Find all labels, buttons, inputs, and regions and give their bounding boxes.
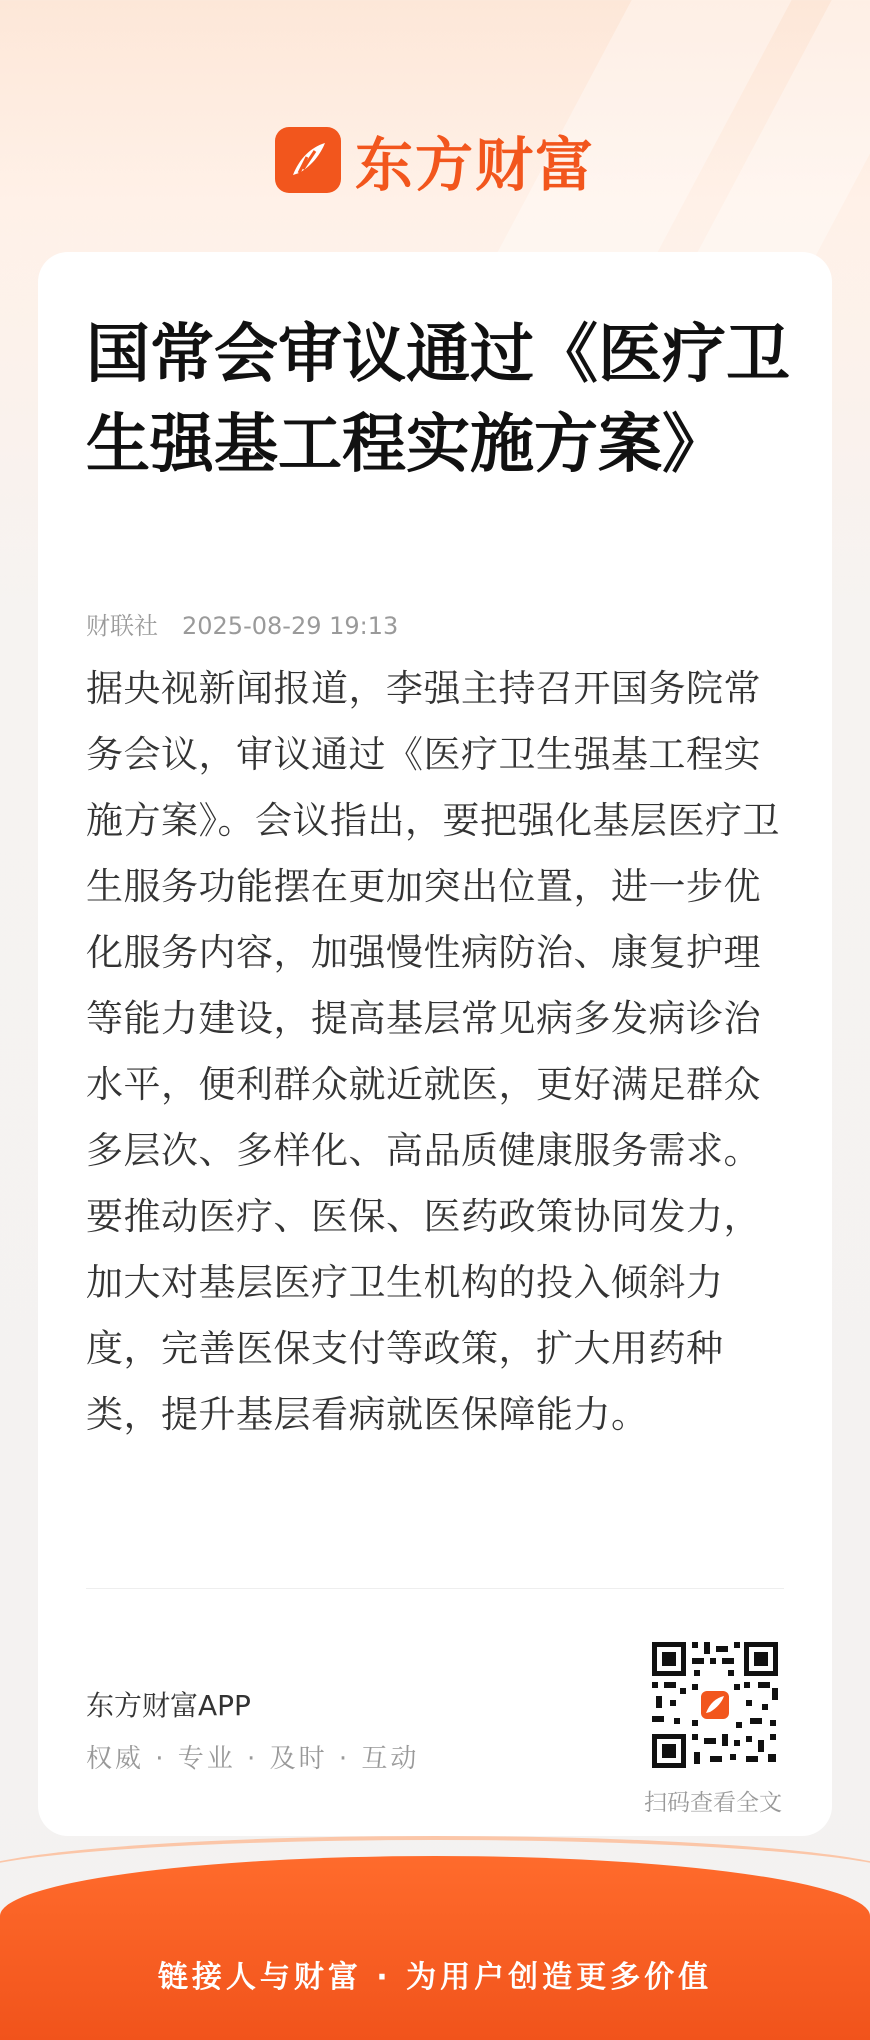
article-title: 国常会审议通过《医疗卫生强基工程实施方案》 [86, 317, 790, 482]
article-meta [86, 606, 398, 641]
footer-tagline: 链接人与财富 · 为用户创造更多价值 [157, 1960, 713, 1995]
logo-mark-icon [275, 127, 341, 193]
article-datetime: 2025-08-29 19:13 [182, 612, 399, 640]
brand-name: 东方财富 [354, 131, 595, 199]
article-body: 据央视新闻报道，李强主持召开国务院常务会议，审议通过《医疗卫生强基工程实施方案》。会议指出，要把强化基层医疗卫生服务功能摆在更加突出位置，进一步优化服务内容，加强慢性病防治、康复护理等能力建设，提高基层常见病多发病诊治水平，便利群众就近就医，更好满足群众多层次、多样化、高品质健康服务需求。要推动医疗、医保、医药政策协同发力，加大对基层医疗卫生机构的投入倾斜力度，完善医保支付等政策，扩大用药种类，提升基层看病就医保障能力。 [86, 667, 780, 1436]
qr-label: 扫码查看全文 [644, 1790, 782, 1816]
article-card [38, 252, 832, 1836]
brand-logo [0, 118, 870, 202]
app-name: 东方财富APP [86, 1689, 251, 1722]
footer-banner [0, 1856, 870, 2040]
qr-code-icon[interactable] [650, 1640, 780, 1770]
divider [86, 1588, 784, 1589]
app-slogan: 权威 · 专业 · 及时 · 互动 [86, 1744, 420, 1774]
article-source: 财联社 [86, 612, 158, 640]
